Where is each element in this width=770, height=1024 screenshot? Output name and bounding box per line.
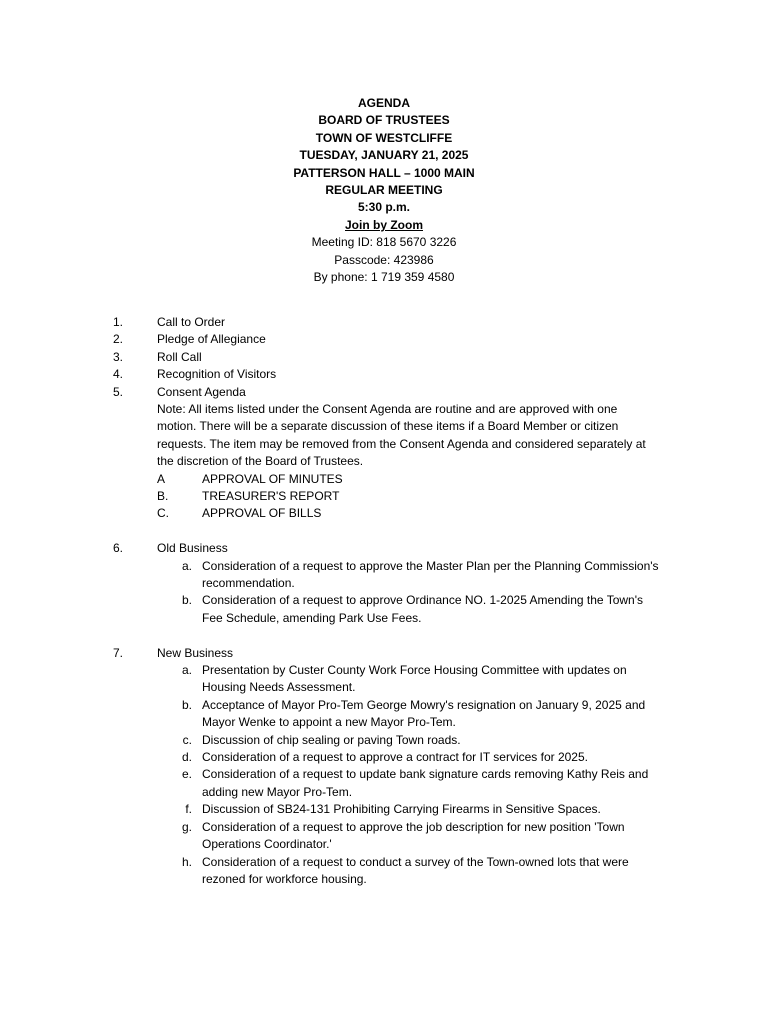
item-number: 3.	[113, 349, 124, 364]
sub-item-letter: A	[157, 471, 166, 486]
old-business-item	[0, 558, 770, 593]
sub-item-letter: e.	[181, 767, 192, 782]
town-name: TOWN OF WESTCLIFFE	[315, 130, 453, 145]
agenda-items	[0, 314, 770, 888]
agenda-title: AGENDA	[357, 96, 410, 110]
item-number: 7.	[113, 645, 124, 660]
sub-item-text: Consideration of a request to approve Ordinance NO. 1-2025 Amending the Town's Fee Schedule, amending Park Use Fees.	[202, 593, 644, 625]
agenda-item	[0, 314, 770, 331]
consent-sub-item	[0, 505, 770, 522]
item-number: 4.	[113, 367, 124, 382]
agenda-item	[0, 349, 770, 366]
sub-item-text: Consideration of a request to approve the job description for new position 'Town Operations Coordinator.'	[202, 819, 625, 852]
item-title: Roll Call	[157, 349, 202, 364]
consent-note: Note: All items listed under the Consent Agenda are routine and are approved with one motion. There will be a separate discussion of these items if a Board Member or citizen requests. The item may be removed from the Consent Agenda and considered separately at the discretion of the Board of Trustees.	[157, 402, 646, 469]
sub-item-text: Consideration of a request to update bank signature cards removing Kathy Reis and adding new Mayor Pro-Tem.	[202, 767, 649, 799]
agenda-item	[0, 366, 770, 383]
agenda-item-consent	[0, 384, 770, 523]
meeting-time: 5:30 p.m.	[357, 200, 411, 215]
new-business-item	[0, 819, 770, 854]
sub-item-text: Consideration of a request to approve the Master Plan per the Planning Commission's recommendation.	[202, 558, 659, 591]
item-title: New Business	[157, 645, 234, 660]
sub-item-text: Presentation by Custer County Work Force Housing Committee with updates on Housing Needs Assessment.	[202, 663, 627, 695]
agenda-item-old-business	[0, 540, 770, 627]
item-title: Recognition of Visitors	[157, 367, 277, 382]
sub-item-letter: f.	[185, 802, 192, 817]
sub-item-letter: d.	[181, 750, 192, 765]
sub-item-letter: C.	[157, 506, 169, 521]
item-title: Old Business	[157, 541, 228, 556]
sub-item-letter: c.	[182, 732, 192, 747]
new-business-item	[0, 697, 770, 732]
item-number: 1.	[113, 315, 124, 329]
meeting-date: TUESDAY, JANUARY 21, 2025	[299, 148, 469, 163]
sub-item-text: Discussion of SB24-131 Prohibiting Carrying Firearms in Sensitive Spaces.	[202, 802, 601, 817]
sub-item-letter: B.	[157, 489, 169, 504]
item-number: 5.	[113, 384, 124, 399]
item-title: Consent Agenda	[157, 384, 246, 399]
agenda-item	[0, 331, 770, 348]
sub-item-letter: a.	[181, 558, 192, 573]
consent-sub-item	[0, 471, 770, 488]
new-business-item	[0, 732, 770, 749]
sub-item-text: Discussion of chip sealing or paving Town roads.	[202, 732, 461, 747]
sub-item-text: APPROVAL OF BILLS	[202, 506, 322, 521]
item-number: 6.	[113, 541, 124, 556]
sub-item-letter: b.	[181, 593, 192, 608]
new-business-item	[0, 662, 770, 697]
item-number: 2.	[113, 332, 124, 347]
sub-item-letter: b.	[181, 697, 192, 712]
zoom-link[interactable]: Join by Zoom	[345, 217, 423, 232]
meeting-location: PATTERSON HALL – 1000 MAIN	[293, 165, 475, 180]
sub-item-letter: h.	[181, 854, 192, 869]
agenda-header	[0, 95, 768, 286]
new-business-item	[0, 801, 770, 818]
sub-item-text: Consideration of a request to approve a contract for IT services for 2025.	[202, 750, 588, 765]
sub-item-text: TREASURER'S REPORT	[202, 489, 340, 504]
sub-item-letter: g.	[181, 819, 192, 834]
agenda-item-new-business	[0, 645, 770, 889]
meeting-id: Meeting ID: 818 5670 3226	[311, 235, 457, 250]
sub-item-text: APPROVAL OF MINUTES	[202, 471, 343, 486]
passcode: Passcode: 423986	[334, 252, 434, 267]
new-business-item	[0, 749, 770, 766]
sub-item-text: Acceptance of Mayor Pro-Tem George Mowry's resignation on January 9, 2025 and Mayor Wenke to appoint a new Mayor Pro-Tem.	[202, 697, 646, 730]
sub-item-text: Consideration of a request to conduct a survey of the Town-owned lots that were rezoned for workforce housing.	[202, 854, 629, 886]
new-business-item	[0, 766, 770, 801]
meeting-type: REGULAR MEETING	[325, 183, 443, 198]
old-business-item	[0, 592, 770, 627]
sub-item-letter: a.	[181, 663, 192, 678]
phone-number: By phone: 1 719 359 4580	[313, 270, 455, 285]
new-business-item	[0, 854, 770, 889]
board-name: BOARD OF TRUSTEES	[318, 113, 450, 128]
item-title: Pledge of Allegiance	[157, 332, 266, 347]
consent-sub-item	[0, 488, 770, 505]
item-title: Call to Order	[157, 315, 226, 329]
